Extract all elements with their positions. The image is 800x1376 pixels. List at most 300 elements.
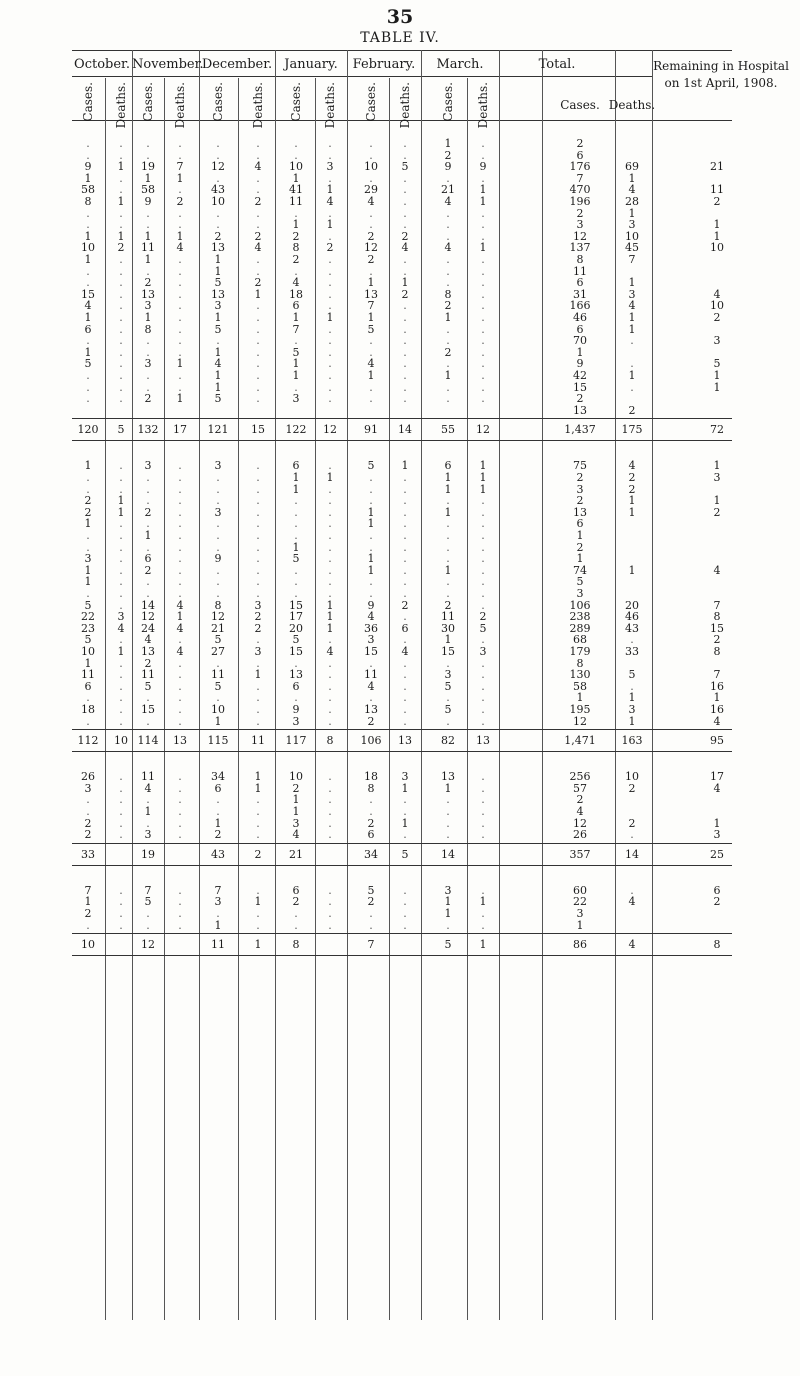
table-cell: 2 <box>576 392 584 406</box>
table-cell: 1 <box>479 471 487 484</box>
table-cell: . <box>328 494 332 508</box>
table-cell: . <box>86 714 90 728</box>
table-cell: . <box>119 392 123 406</box>
table-cell: . <box>256 482 260 496</box>
table-cell: . <box>178 828 182 842</box>
table-cell: 7 <box>628 253 636 266</box>
table-cell: . <box>216 334 220 348</box>
table-cell: . <box>256 380 260 394</box>
table-cell: 1 <box>117 229 125 243</box>
table-cell: 11 <box>364 668 378 682</box>
table-cell: 1 <box>117 505 125 519</box>
table-cell: . <box>446 575 450 589</box>
table-cell: . <box>119 322 123 336</box>
table-cell: . <box>119 781 123 795</box>
table-cell: . <box>146 206 150 220</box>
table-cell: . <box>446 517 450 531</box>
table-cell: 1 <box>367 552 375 566</box>
table-cell: 137 <box>569 241 591 255</box>
table-cell: . <box>446 918 450 932</box>
table-cell: . <box>328 264 332 278</box>
table-cell: . <box>256 918 260 932</box>
table-cell: 5 <box>628 668 636 682</box>
column-header: February. <box>352 57 416 72</box>
table-cell: 1 <box>576 552 584 566</box>
table-cell: . <box>446 816 450 830</box>
table-cell: 4 <box>628 299 636 313</box>
table-cell: . <box>481 206 485 220</box>
column-header: November. <box>132 57 204 72</box>
table-cell: . <box>630 828 634 842</box>
section-total-cell: 17 <box>173 423 187 437</box>
table-cell: 7 <box>367 299 375 313</box>
table-cell: 3 <box>144 299 152 313</box>
table-cell: . <box>328 505 332 519</box>
table-cell: 1 <box>367 505 375 519</box>
table-cell: . <box>256 907 260 920</box>
table-cell: 2 <box>254 621 262 635</box>
table-cell: 2 <box>713 895 721 909</box>
table-cell: 4 <box>713 563 721 577</box>
table-cell: 196 <box>569 195 591 208</box>
table-cell: 1 <box>576 691 584 705</box>
table-cell: 1 <box>84 229 92 243</box>
table-cell: 2 <box>576 793 584 807</box>
table-cell: . <box>216 691 220 705</box>
table-cell: 6 <box>576 148 584 162</box>
table-cell: 11 <box>141 241 155 255</box>
table-cell: . <box>328 334 332 348</box>
table-cell: . <box>328 656 332 670</box>
table-cell: 1 <box>628 563 636 577</box>
table-cell: . <box>146 345 150 359</box>
table-cell: 42 <box>573 369 587 382</box>
table-cell: . <box>256 206 260 220</box>
table-cell: 8 <box>292 241 300 255</box>
table-cell: 2 <box>479 610 487 624</box>
table-cell: 2 <box>401 229 409 243</box>
table-cell: 15 <box>364 645 378 658</box>
table-cell: 68 <box>573 633 587 647</box>
subcolumn-header: Cases. <box>211 82 225 122</box>
table-cell: 1 <box>292 471 300 484</box>
table-cell: 1 <box>444 563 452 577</box>
table-cell: 6 <box>576 517 584 531</box>
table-cell: . <box>403 805 407 818</box>
table-cell: 7 <box>84 883 92 897</box>
table-cell: . <box>216 529 220 542</box>
table-cell: 2 <box>628 816 636 830</box>
table-cell: 8 <box>713 610 721 624</box>
table-cell: 5 <box>444 679 452 693</box>
table-cell: 22 <box>573 895 587 909</box>
table-cell: . <box>328 392 332 406</box>
table-cell: 1 <box>292 171 300 185</box>
table-cell: . <box>446 322 450 336</box>
table-cell: . <box>146 714 150 728</box>
table-cell: 1 <box>214 264 222 278</box>
table-cell: 8 <box>576 253 584 266</box>
table-cell: 130 <box>569 668 591 682</box>
table-cell: . <box>178 770 182 784</box>
table-cell: . <box>369 482 373 496</box>
total-top-border <box>72 933 732 934</box>
table-cell: . <box>178 517 182 531</box>
table-cell: . <box>294 691 298 705</box>
table-cell: . <box>403 587 407 600</box>
table-cell: 15 <box>81 287 95 301</box>
table-cell: 6 <box>214 781 222 795</box>
table-cell: . <box>119 517 123 531</box>
table-cell: 1 <box>214 816 222 830</box>
table-cell: 3 <box>401 770 409 784</box>
table-cell: 46 <box>625 610 639 624</box>
table-cell: . <box>481 805 485 818</box>
table-cell: 18 <box>289 287 303 301</box>
table-cell: . <box>328 770 332 784</box>
table-cell: . <box>216 494 220 508</box>
table-cell: 1 <box>444 505 452 519</box>
table-cell: . <box>403 482 407 496</box>
table-cell: . <box>119 633 123 647</box>
table-cell: 1 <box>84 171 92 185</box>
table-cell: . <box>403 540 407 554</box>
table-cell: 1 <box>401 276 409 290</box>
table-cell: 30 <box>441 621 455 635</box>
table-cell: 1 <box>144 171 152 185</box>
table-cell: . <box>86 793 90 807</box>
table-cell: . <box>256 633 260 647</box>
table-cell: . <box>119 691 123 705</box>
table-cell: 2 <box>214 828 222 842</box>
table-cell: 12 <box>211 160 225 174</box>
table-cell: . <box>178 183 182 197</box>
table-cell: 2 <box>576 540 584 554</box>
table-cell: . <box>86 691 90 705</box>
section-total-cell: 19 <box>141 847 155 861</box>
table-cell: . <box>119 471 123 484</box>
table-cell: . <box>369 206 373 220</box>
table-cell: 15 <box>441 645 455 658</box>
table-cell: . <box>178 816 182 830</box>
table-cell: . <box>446 380 450 394</box>
table-cell: 1 <box>326 610 334 624</box>
table-cell: 15 <box>289 598 303 612</box>
table-cell: 2 <box>214 229 222 243</box>
table-cell: . <box>178 345 182 359</box>
table-cell: 1 <box>444 907 452 920</box>
section-total-cell: 163 <box>621 734 643 748</box>
table-cell: 12 <box>573 816 587 830</box>
table-cell: 1 <box>326 621 334 635</box>
table-cell: 12 <box>364 241 378 255</box>
table-cell: 1 <box>117 160 125 174</box>
table-cell: . <box>481 552 485 566</box>
table-cell: 5 <box>444 703 452 716</box>
section-total-cell: 91 <box>364 423 378 437</box>
table-cell: 15 <box>573 380 587 394</box>
table-cell: . <box>481 540 485 554</box>
table-cell: . <box>294 380 298 394</box>
table-cell: 10 <box>211 703 225 716</box>
table-cell: . <box>178 883 182 897</box>
table-cell: . <box>119 552 123 566</box>
table-cell: 1 <box>444 482 452 496</box>
table-cell: 1 <box>628 691 636 705</box>
table-cell: . <box>369 575 373 589</box>
table-cell: . <box>446 229 450 243</box>
table-cell: . <box>178 563 182 577</box>
table-cell: 2 <box>292 781 300 795</box>
table-cell: . <box>630 883 634 897</box>
table-cell: 4 <box>713 714 721 728</box>
table-cell: 10 <box>81 645 95 658</box>
section-total-cell: 15 <box>251 423 265 437</box>
table-cell: 1 <box>576 918 584 932</box>
table-cell: . <box>403 334 407 348</box>
table-cell: . <box>119 563 123 577</box>
table-cell: . <box>328 805 332 818</box>
table-cell: 9 <box>367 598 375 612</box>
section-total-cell: 10 <box>114 734 128 748</box>
table-cell: . <box>86 529 90 542</box>
table-cell: . <box>216 793 220 807</box>
table-cell: . <box>446 253 450 266</box>
table-cell: . <box>403 311 407 324</box>
subcolumn-header: Deaths. <box>251 82 265 129</box>
table-cell: 4 <box>176 621 184 635</box>
table-cell: 21 <box>710 160 724 174</box>
table-cell: 21 <box>441 183 455 197</box>
table-cell: 2 <box>84 907 92 920</box>
table-cell: . <box>481 357 485 371</box>
table-cell: . <box>403 563 407 577</box>
table-cell: 2 <box>576 206 584 220</box>
section-total-cell: 95 <box>710 734 724 748</box>
table-cell: . <box>294 563 298 577</box>
table-cell: . <box>403 345 407 359</box>
table-cell: . <box>256 883 260 897</box>
table-cell: . <box>481 816 485 830</box>
table-cell: . <box>216 148 220 162</box>
table-cell: 1 <box>628 369 636 382</box>
table-cell: . <box>328 918 332 932</box>
table-cell: . <box>481 656 485 670</box>
table-cell: . <box>403 171 407 185</box>
table-cell: . <box>403 517 407 531</box>
table-cell: . <box>369 793 373 807</box>
table-cell: 1 <box>214 714 222 728</box>
table-cell: . <box>403 668 407 682</box>
table-cell: . <box>403 529 407 542</box>
table-cell: 2 <box>444 148 452 162</box>
subcolumn-header: Cases. <box>364 82 378 122</box>
table-cell: . <box>178 299 182 313</box>
table-cell: . <box>119 459 123 473</box>
table-cell: 1 <box>326 311 334 324</box>
section-total-cell: 5 <box>444 938 452 952</box>
table-cell: 6 <box>576 322 584 336</box>
table-cell: 11 <box>573 264 587 278</box>
table-cell: 4 <box>367 610 375 624</box>
table-cell: . <box>119 276 123 290</box>
table-cell: 1 <box>144 805 152 818</box>
subcolumn-header: Deaths. <box>173 82 187 129</box>
table-cell: . <box>403 505 407 519</box>
table-cell: 12 <box>573 229 587 243</box>
table-cell: 238 <box>569 610 591 624</box>
table-cell: . <box>119 529 123 542</box>
table-cell: 1 <box>326 183 334 197</box>
table-cell: . <box>178 369 182 382</box>
table-cell: . <box>119 575 123 589</box>
table-cell: 2 <box>628 471 636 484</box>
table-cell: . <box>119 264 123 278</box>
table-cell: . <box>294 587 298 600</box>
table-cell: . <box>119 287 123 301</box>
table-cell: . <box>216 137 220 150</box>
table-cell: 4 <box>254 241 262 255</box>
table-cell: . <box>256 357 260 371</box>
table-cell: . <box>256 505 260 519</box>
table-cell: 10 <box>710 241 724 255</box>
table-cell: . <box>630 357 634 371</box>
table-cell: . <box>446 494 450 508</box>
table-cell: . <box>178 505 182 519</box>
table-cell: . <box>86 471 90 484</box>
table-cell: 1 <box>713 816 721 830</box>
table-cell: . <box>256 552 260 566</box>
table-cell: . <box>178 691 182 705</box>
table-cell: 1 <box>84 656 92 670</box>
subcolumn-header: Cases. <box>81 82 95 122</box>
table-cell: . <box>481 703 485 716</box>
table-cell: 15 <box>289 645 303 658</box>
table-cell: . <box>256 529 260 542</box>
table-cell: 1 <box>176 610 184 624</box>
table-cell: 1 <box>214 918 222 932</box>
table-cell: 11 <box>289 195 303 208</box>
table-cell: . <box>119 679 123 693</box>
table-cell: 2 <box>444 598 452 612</box>
table-cell: . <box>481 587 485 600</box>
table-cell: 2 <box>176 195 184 208</box>
table-cell: 1 <box>254 287 262 301</box>
table-cell: . <box>256 816 260 830</box>
table-cell: 14 <box>141 598 155 612</box>
table-cell: . <box>481 148 485 162</box>
table-cell: . <box>86 334 90 348</box>
table-cell: 2 <box>367 714 375 728</box>
table-cell: 4 <box>367 357 375 371</box>
table-cell: . <box>328 322 332 336</box>
table-cell: 1 <box>367 276 375 290</box>
table-cell: 6 <box>292 679 300 693</box>
table-cell: 5 <box>713 357 721 371</box>
table-cell: . <box>446 218 450 232</box>
table-cell: . <box>369 392 373 406</box>
table-cell: . <box>119 369 123 382</box>
table-cell: 1 <box>254 770 262 784</box>
column-header: Total. <box>538 57 576 72</box>
subcolumn-header: Deaths. <box>608 98 656 112</box>
table-cell: . <box>328 703 332 716</box>
table-cell: . <box>328 137 332 150</box>
table-cell: 2 <box>713 505 721 519</box>
table-cell: 2 <box>292 253 300 266</box>
table-cell: 57 <box>573 781 587 795</box>
table-cell: 1 <box>117 645 125 658</box>
table-cell: . <box>216 656 220 670</box>
table-cell: 7 <box>214 883 222 897</box>
table-cell: 2 <box>444 299 452 313</box>
table-cell: 2 <box>713 195 721 208</box>
table-cell: 1 <box>628 494 636 508</box>
table-cell: 1 <box>176 229 184 243</box>
table-cell: . <box>256 679 260 693</box>
section-total-cell: 357 <box>569 847 591 861</box>
section-total-cell: 175 <box>621 423 643 437</box>
table-cell: . <box>256 494 260 508</box>
table-cell: 1 <box>628 276 636 290</box>
table-cell: 8 <box>84 195 92 208</box>
table-cell: . <box>630 679 634 693</box>
section-total-cell: 120 <box>77 423 99 437</box>
table-cell: 1 <box>326 598 334 612</box>
table-cell: . <box>86 206 90 220</box>
table-cell: 9 <box>144 195 152 208</box>
table-cell: . <box>369 380 373 394</box>
table-cell: 60 <box>573 883 587 897</box>
table-cell: . <box>146 264 150 278</box>
table-cell: 7 <box>176 160 184 174</box>
table-cell: 5 <box>367 322 375 336</box>
table-cell: 3 <box>576 907 584 920</box>
table-cell: 4 <box>367 679 375 693</box>
table-cell: 20 <box>289 621 303 635</box>
table-cell: . <box>481 380 485 394</box>
table-cell: 1 <box>84 563 92 577</box>
table-cell: . <box>146 494 150 508</box>
table-cell: . <box>403 918 407 932</box>
table-cell: . <box>481 276 485 290</box>
table-cell: . <box>403 714 407 728</box>
table-cell: 2 <box>444 345 452 359</box>
page-number: 35 <box>386 6 414 28</box>
table-cell: 8 <box>144 322 152 336</box>
table-cell: . <box>146 691 150 705</box>
table-cell: . <box>86 482 90 496</box>
table-cell: . <box>294 575 298 589</box>
table-cell: . <box>294 137 298 150</box>
table-cell: 24 <box>141 621 155 635</box>
table-cell: . <box>86 148 90 162</box>
table-cell: 1 <box>292 311 300 324</box>
table-cell: 8 <box>713 645 721 658</box>
table-cell: . <box>446 714 450 728</box>
table-cell: 4 <box>144 781 152 795</box>
table-cell: . <box>178 482 182 496</box>
table-cell: 6 <box>84 322 92 336</box>
section-total-cell: 5 <box>117 423 125 437</box>
table-cell: 1 <box>444 471 452 484</box>
table-cell: . <box>146 907 150 920</box>
table-cell: 3 <box>84 552 92 566</box>
table-cell: . <box>403 253 407 266</box>
table-cell: . <box>256 322 260 336</box>
table-cell: . <box>369 218 373 232</box>
section-total-cell: 8 <box>713 938 721 952</box>
